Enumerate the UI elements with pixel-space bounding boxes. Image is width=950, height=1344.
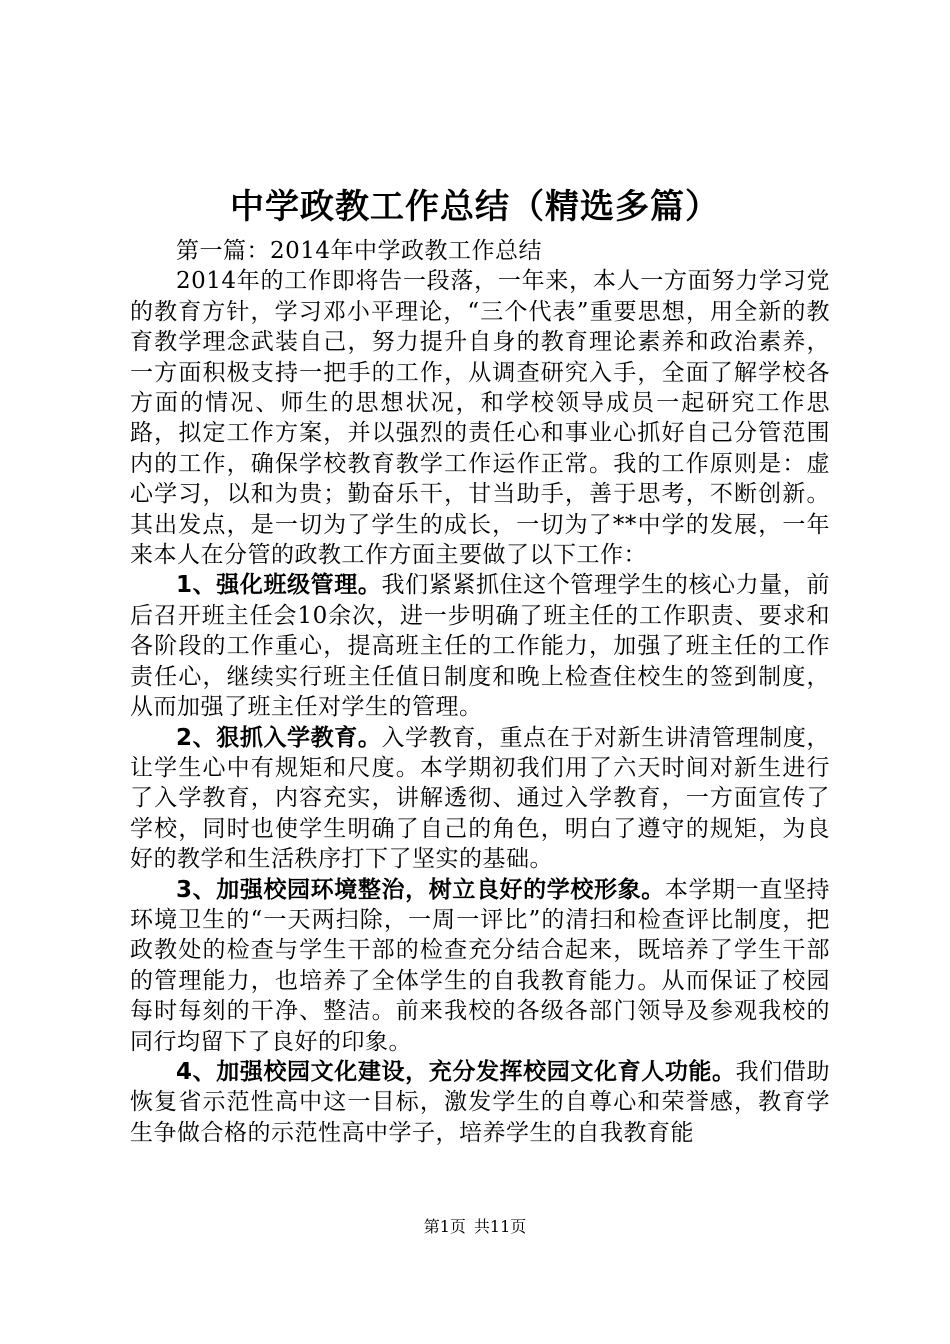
list-item xyxy=(130,1057,830,1148)
list-item xyxy=(130,875,830,1057)
item-heading: 2、狠抓入学教育。 xyxy=(176,724,382,751)
item-text: 本学期一直坚持环境卫生的“一天两扫除，一周一评比”的清扫和检查评比制度，把政教处的检查与学生干部的检查充分结合起来，既培养了学生干部的管理能力，也培养了全体学生的自我教育能力。从而保证了校园每时每刻的干净、整洁。前来我校的各级各部门领导及参观我校的同行均留下了良好的印象。 xyxy=(130,876,830,1055)
item-heading: 3、加强校园环境整治，树立良好的学校形象。 xyxy=(176,876,665,903)
page-number: 第1页 xyxy=(423,1217,466,1236)
document-title: 中学政教工作总结（精选多篇） xyxy=(230,187,720,227)
page-footer xyxy=(0,1216,950,1238)
item-text: 入学教育，重点在于对新生讲清管理制度，让学生心中有规矩和尺度。本学期初我们用了六天时间对新生进行了入学教育，内容充实，讲解透彻、通过入学教育，一方面宣传了学校，同时也使学生明确了自己的角色，明白了遵守的规矩，为良好的教学和生活秩序打下了坚实的基础。 xyxy=(130,724,830,873)
document-body xyxy=(130,236,830,1148)
item-text: 我们紧紧抓住这个管理学生的核心力量，前后召开班主任会10余次，进一步明确了班主任的工作职责、要求和各阶段的工作重心，提高班主任的工作能力，加强了班主任的工作责任心，继续实行班主任值日制度和晚上检查住校生的签到制度，从而加强了班主任对学生的管理。 xyxy=(130,572,830,721)
page-total: 共11页 xyxy=(473,1217,527,1236)
item-text: 我们借助恢复省示范性高中这一目标，激发学生的自尊心和荣誉感，教育学生争做合格的示范性高中学子，培养学生的自我教育能 xyxy=(130,1058,830,1146)
item-heading: 4、加强校园文化建设，充分发挥校园文化育人功能。 xyxy=(176,1058,736,1085)
item-heading: 1、强化班级管理。 xyxy=(176,572,382,599)
chapter-heading: 第一篇：2014年中学政教工作总结 xyxy=(176,238,543,264)
intro-paragraph: 2014年的工作即将告一段落，一年来，本人一方面努力学习党的教育方针，学习邓小平理论，“三个代表”重要思想，用全新的教育教学理念武装自己，努力提升自身的教育理论素养和政治素养，一方面积极支持一把手的工作，从调查研究入手，全面了解学校各方面的情况、师生的思想状况，和学校领导成员一起研究工作思路，拟定工作方案，并以强烈的责任心和事业心抓好自己分管范围内的工作，确保学校教育教学工作运作正常。我的工作原则是：虚心学习，以和为贵；勤奋乐干，甘当助手，善于思考，不断创新。其出发点，是一切为了学生的成长，一切为了**中学的发展，一年来本人在分管的政教工作方面主要做了以下工作： xyxy=(130,268,830,569)
list-item xyxy=(130,723,830,875)
list-item xyxy=(130,570,830,722)
